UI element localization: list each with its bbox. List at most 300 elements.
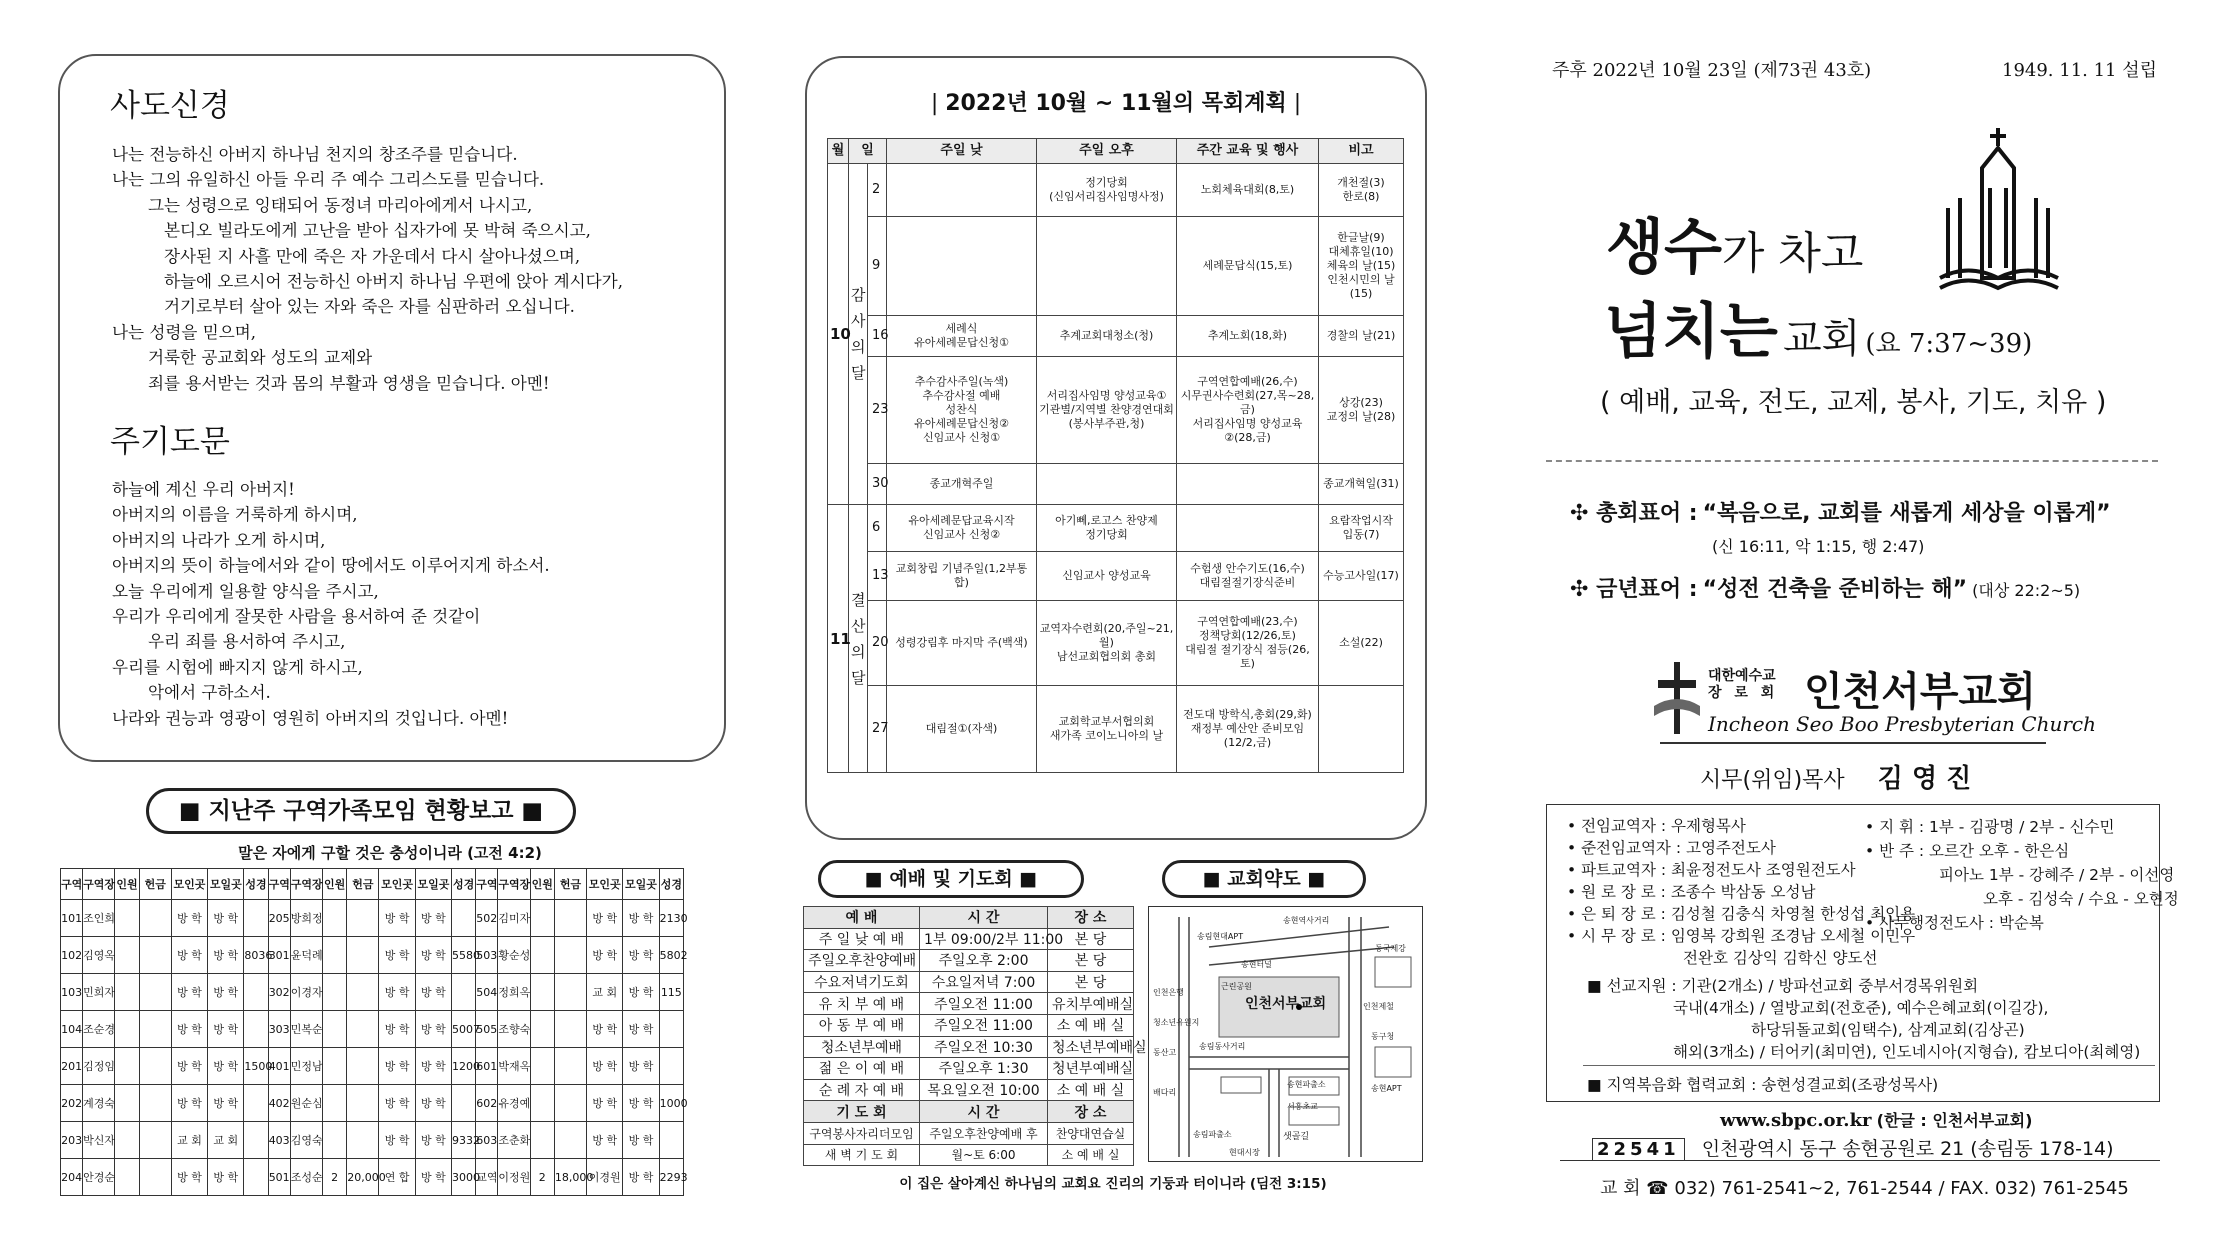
plan-cell-b: 추계교회대청소(청): [1037, 316, 1177, 357]
map-label: 송현APT: [1371, 1084, 1402, 1093]
divider: [1546, 460, 2158, 462]
district-header-cell: 구역: [268, 869, 290, 900]
plan-cell-a: 세례식 유아세례문답신청①: [887, 316, 1037, 357]
district-cell: [347, 1011, 379, 1048]
district-cell: 조춘화: [498, 1122, 530, 1159]
plan-cell-c: 노회체육대회(8,토): [1177, 164, 1319, 217]
district-cell: [659, 1122, 683, 1159]
prayer-line: 우리 죄를 용서하여 주시고,: [148, 632, 346, 652]
district-cell: [323, 1122, 347, 1159]
district-cell: 101: [61, 900, 83, 937]
district-cell: 방 학: [415, 900, 451, 937]
district-cell: [244, 1085, 268, 1122]
district-cell: 방 학: [415, 1122, 451, 1159]
plan-cell-day: 9: [868, 217, 887, 316]
website-kr: (한글 : 인천서부교회): [1876, 1111, 2033, 1130]
plan-cell-d: 개천절(3) 한로(8): [1319, 164, 1404, 217]
district-cell: 방 학: [208, 974, 244, 1011]
zip-code: 22541: [1592, 1138, 1685, 1161]
district-cell: 방희정: [290, 900, 322, 937]
prayer-line: 아버지의 나라가 오게 하시며,: [112, 530, 326, 550]
district-cell: 박신자: [83, 1122, 115, 1159]
denom-line: 장 로 회: [1708, 685, 1779, 701]
district-cell: 방 학: [415, 937, 451, 974]
district-header-cell: 구역장: [290, 869, 322, 900]
staff-line: • 반 주 : 오르간 오후 - 한은심: [1865, 842, 2070, 860]
map-label: 송현터널: [1241, 960, 1272, 969]
district-report-title: ■ 지난주 구역가족모임 현황보고 ■: [146, 788, 576, 834]
map-block: [1221, 1077, 1261, 1093]
district-cell: 방 학: [171, 1159, 207, 1196]
district-cell: [244, 974, 268, 1011]
district-cell: 방 학: [379, 974, 415, 1011]
district-cell: 방 학: [415, 1085, 451, 1122]
prayer-text: [112, 477, 550, 731]
district-cell: 202: [61, 1085, 83, 1122]
district-cell: [115, 1085, 139, 1122]
staff-line: • 사무행정전도사 : 박순복: [1865, 914, 2044, 932]
district-row: [61, 974, 684, 1011]
map-label: 동구청: [1371, 1032, 1395, 1041]
map-label: 청소년유원지: [1153, 1018, 1200, 1027]
district-cell: 1200: [452, 1048, 476, 1085]
district-cell: 김영옥: [83, 937, 115, 974]
staff-line: • 은 퇴 장 로 : 김성철 김충식 차영철 한성섭 최인용: [1567, 905, 1916, 923]
district-cell: 방 학: [587, 1048, 623, 1085]
mission-line: ■ 선교지원 : 기관(2개소) / 방파선교회 중부서경목위원회: [1587, 977, 1979, 995]
district-cell: 2: [530, 1159, 554, 1196]
creed-text: [112, 142, 623, 396]
district-cell: [452, 1085, 476, 1122]
plan-title-text: 2022년 10월 ~ 11월의 목회계획: [945, 91, 1287, 116]
district-cell: 방 학: [415, 1159, 451, 1196]
theme-char: 산: [851, 616, 866, 635]
district-cell: [530, 1048, 554, 1085]
worship-cell: 새 벽 기 도 회: [804, 1144, 920, 1166]
plan-cell-day: 30: [868, 464, 887, 505]
mission-line: 국내(4개소) / 열방교회(전호준), 예수은혜교회(이길강),: [1673, 999, 2049, 1017]
district-cell: 301: [268, 937, 290, 974]
district-cell: 2: [323, 1159, 347, 1196]
district-cell: 방 학: [208, 1085, 244, 1122]
plan-row: [828, 464, 1404, 505]
website-url[interactable]: www.sbpc.or.kr: [1720, 1110, 1872, 1131]
plan-row: [828, 316, 1404, 357]
prayer-line: 우리를 시험에 빠지지 않게 하시고,: [112, 657, 363, 677]
district-cell: [115, 1159, 139, 1196]
worship-cell: 1부 09:00/2부 11:00: [920, 928, 1048, 950]
district-header-cell: 인원: [530, 869, 554, 900]
worship-cell: 소 예 배 실: [1048, 1144, 1134, 1166]
phone-fax: 교 회 ☎ 032) 761-2541~2, 761-2544 / FAX. 032) 761-2545: [1600, 1178, 2129, 1199]
district-cell: [323, 937, 347, 974]
prayer-line: 하늘에 계신 우리 아버지!: [112, 480, 295, 499]
plan-month: 11: [828, 505, 849, 773]
district-cell: [554, 1011, 586, 1048]
plan-cell-a: 성령강림후 마지막 주(백색): [887, 601, 1037, 686]
plan-cell-b: [1037, 464, 1177, 505]
district-cell: 조인희: [83, 900, 115, 937]
map-label: 근린공원: [1221, 982, 1252, 991]
district-header-cell: 구역장: [498, 869, 530, 900]
district-header-cell: 구역장: [83, 869, 115, 900]
plan-cell-d: 경찰의 날(21): [1319, 316, 1404, 357]
slogan-word: 넘치는: [1604, 297, 1778, 367]
map-church-label: 인천서부교회: [1245, 996, 1327, 1012]
district-header-cell: 인원: [115, 869, 139, 900]
district-cell: 윤덕례: [290, 937, 322, 974]
district-cell: [244, 1011, 268, 1048]
district-cell: 방 학: [171, 900, 207, 937]
district-cell: 방 학: [171, 937, 207, 974]
district-verse: 말은 자에게 구할 것은 충성이니라 (고전 4:2): [238, 844, 542, 862]
district-cell: 방 학: [623, 1122, 659, 1159]
district-cell: [139, 1122, 171, 1159]
theme-char: 감: [851, 286, 866, 304]
district-header-cell: 모인곳: [171, 869, 207, 900]
worship-cell: 청소년부예배실: [1048, 1036, 1134, 1058]
district-cell: 방 학: [379, 1122, 415, 1159]
creed-line: 하늘에 오르시어 전능하신 아버지 하나님 우편에 앉아 계시다가,: [164, 271, 623, 291]
district-cell: 방 학: [379, 900, 415, 937]
district-cell: 유경예: [498, 1085, 530, 1122]
district-cell: [139, 1011, 171, 1048]
staff-left: [1567, 815, 1915, 969]
prayer-line: 우리가 우리에게 잘못한 사람을 용서하여 준 것같이: [112, 606, 481, 626]
worship-row: [804, 950, 1134, 972]
district-cell: 601: [476, 1048, 498, 1085]
district-cell: 505: [476, 1011, 498, 1048]
district-cell: [347, 1048, 379, 1085]
district-cell: [530, 974, 554, 1011]
district-cell: 방 학: [623, 1048, 659, 1085]
district-header-cell: 성경: [659, 869, 683, 900]
district-cell: [554, 900, 586, 937]
district-cell: [244, 1122, 268, 1159]
worship-header-cell: 예 배: [804, 907, 920, 929]
district-cell: 303: [268, 1011, 290, 1048]
district-cell: 방 학: [171, 974, 207, 1011]
plan-cell-d: [1319, 686, 1404, 773]
worship-cell: 유치부예배실: [1048, 993, 1134, 1015]
plan-cell-a: 유아세례문답교육시작 신임교사 신청②: [887, 505, 1037, 552]
plan-header-cell: 주일 낮: [887, 139, 1037, 164]
map-label: 현대시장: [1229, 1148, 1260, 1157]
district-table: [60, 868, 688, 1196]
plan-cell-b: 교역자수련회(20,주일~21,월) 남선교회협의회 총회: [1037, 601, 1177, 686]
district-cell: 안경순: [83, 1159, 115, 1196]
district-row: [61, 1011, 684, 1048]
district-cell: [323, 974, 347, 1011]
worship-table: [803, 906, 1147, 1166]
plan-header-cell: 주일 오후: [1037, 139, 1177, 164]
worship-footer-verse: 이 집은 살아계신 하나님의 교회요 진리의 기둥과 터이니라 (딤전 3:15): [899, 1176, 1327, 1192]
theme-char: 결: [851, 590, 866, 609]
district-cell: 조순경: [83, 1011, 115, 1048]
contact-rule: [1560, 1160, 2160, 1161]
district-header-cell: 모인곳: [379, 869, 415, 900]
plan-cell-d: 요람작업시작 입동(7): [1319, 505, 1404, 552]
district-cell: 방 학: [623, 1011, 659, 1048]
plan-header-cell: 일: [849, 139, 887, 164]
district-cell: [452, 900, 476, 937]
prayer-title: 주기도문: [110, 424, 230, 460]
district-cell: 5802: [659, 937, 683, 974]
district-cell: [347, 1085, 379, 1122]
worship-cell: 유 치 부 예 배: [804, 993, 920, 1015]
district-cell: 이정원: [498, 1159, 530, 1196]
district-cell: 교 회: [208, 1122, 244, 1159]
plan-cell-d: 종교개혁일(31): [1319, 464, 1404, 505]
map-title: ■ 교회약도 ■: [1162, 860, 1366, 898]
district-cell: 방 학: [208, 900, 244, 937]
district-cell: 방 학: [623, 974, 659, 1011]
district-header-cell: 헌금: [139, 869, 171, 900]
district-cell: [530, 1122, 554, 1159]
district-cell: [659, 1048, 683, 1085]
district-cell: 교역: [476, 1159, 498, 1196]
website: [1720, 1108, 2032, 1131]
district-cell: 방 학: [415, 1011, 451, 1048]
district-cell: 이경자: [290, 974, 322, 1011]
district-cell: [139, 1048, 171, 1085]
district-cell: 방 학: [623, 1159, 659, 1196]
district-cell: [530, 900, 554, 937]
plan-row: [828, 552, 1404, 601]
missions: [1587, 975, 2140, 1063]
plan-cell-day: 2: [868, 164, 887, 217]
worship-row: [804, 1036, 1134, 1058]
plan-cell-day: 20: [868, 601, 887, 686]
district-cell: 18,000: [554, 1159, 586, 1196]
worship-cell: 본 당: [1048, 928, 1134, 950]
worship-cell: 주일오전 10:30: [920, 1036, 1048, 1058]
creed-line: 장사된 지 사흘 만에 죽은 자 가운데서 다시 살아나셨으며,: [164, 246, 581, 266]
slogan-word: 교회: [1782, 316, 1861, 362]
district-cell: 방 학: [208, 1011, 244, 1048]
plan-title: [807, 86, 1425, 117]
prayer-line: 오늘 우리에게 일용할 양식을 주시고,: [112, 581, 379, 601]
worship-row: [804, 993, 1134, 1015]
map-label: 송림동사거리: [1199, 1042, 1246, 1051]
worship-cell: 주일오전 11:00: [920, 1014, 1048, 1036]
church-name: 인천서부교회: [1804, 669, 2036, 715]
worship-header-row: [804, 1101, 1134, 1123]
worship-cell: 아 동 부 예 배: [804, 1014, 920, 1036]
district-header-cell: 인원: [323, 869, 347, 900]
district-cell: 김정임: [83, 1048, 115, 1085]
worship-cell: 구역봉사자리더모임: [804, 1122, 920, 1144]
creed-line: 본디오 빌라도에게 고난을 받아 십자가에 못 박혀 죽으시고,: [164, 221, 591, 241]
motto-cross-icon: ✣: [1570, 501, 1597, 526]
worship-cell: 청소년부예배: [804, 1036, 920, 1058]
district-cell: 603: [476, 1122, 498, 1159]
theme-char: 달: [851, 668, 866, 687]
district-cell: [347, 900, 379, 937]
plan-header-cell: 비고: [1319, 139, 1404, 164]
staff-line: • 시 무 장 로 : 임영복 강희원 조경남 오세철 이민우: [1567, 927, 1916, 945]
district-cell: [244, 900, 268, 937]
staff-line: 전완호 김상익 김학신 양도선: [1683, 949, 1878, 967]
creed-line: 나는 전능하신 아버지 하나님 천지의 창조주를 믿습니다.: [112, 145, 518, 164]
slogan-word: 가 차고: [1721, 228, 1864, 279]
district-header-cell: 헌금: [554, 869, 586, 900]
staff-line: • 전임교역자 : 우제형목사: [1567, 817, 1746, 835]
creed-line: 그는 성령으로 잉태되어 동정녀 마리아에게서 나시고,: [148, 195, 533, 215]
district-cell: 5580: [452, 937, 476, 974]
title-bar-left: |: [930, 91, 946, 116]
prayer-line: 아버지의 뜻이 하늘에서와 같이 땅에서도 이루어지게 하소서.: [112, 556, 550, 576]
district-cell: [554, 1048, 586, 1085]
map-label: 동산고: [1153, 1048, 1177, 1057]
district-cell: [452, 974, 476, 1011]
worship-cell: 주 일 낮 예 배: [804, 928, 920, 950]
plan-cell-c: 세례문답식(15,토): [1177, 217, 1319, 316]
staff-line: 오후 - 김성숙 / 수요 - 오현정: [1983, 890, 2179, 908]
district-cell: [554, 1085, 586, 1122]
district-cell: [530, 1085, 554, 1122]
slogan-line1: [1606, 200, 1863, 286]
motto-2: [1570, 572, 2080, 603]
plan-header-cell: 주간 교육 및 행사: [1177, 139, 1319, 164]
district-cell: 5007: [452, 1011, 476, 1048]
district-cell: [659, 1011, 683, 1048]
map-label: 송림파출소: [1193, 1130, 1232, 1139]
motto-1: [1570, 496, 2111, 527]
district-row: [61, 1048, 684, 1085]
pastor-label: 시무(위임)목사: [1700, 768, 1845, 793]
worship-header-cell: 장 소: [1048, 907, 1134, 929]
district-row: [61, 1159, 684, 1196]
map-label: 배다리: [1153, 1088, 1177, 1097]
district-cell: [139, 974, 171, 1011]
district-cell: [115, 1048, 139, 1085]
theme-char: 의: [851, 642, 866, 661]
plan-cell-a: [887, 217, 1037, 316]
district-cell: [323, 1011, 347, 1048]
worship-row: [804, 1058, 1134, 1080]
prayer-line: 악에서 구하소서.: [148, 683, 271, 703]
core-values: ( 예배, 교육, 전도, 교제, 봉사, 기도, 치유 ): [1600, 387, 2107, 418]
district-header-cell: 헌금: [347, 869, 379, 900]
plan-cell-c: [1177, 464, 1319, 505]
district-cell: 방 학: [587, 1122, 623, 1159]
worship-cell: 순 례 자 예 배: [804, 1079, 920, 1101]
issue-date: 주후 2022년 10월 23일 (제73권 43호): [1552, 60, 1872, 81]
district-row: [61, 937, 684, 974]
plan-row: [828, 505, 1404, 552]
theme-char: 사: [851, 312, 866, 330]
motto-label: 금년표어 :: [1596, 577, 1698, 602]
map-label: 송현역사거리: [1283, 916, 1330, 925]
district-cell: 방 학: [415, 1048, 451, 1085]
creed-line: 거기로부터 살아 있는 자와 죽은 자를 심판하러 오십니다.: [164, 297, 575, 317]
district-cell: 102: [61, 937, 83, 974]
district-cell: 501: [268, 1159, 290, 1196]
title-bar-right: |: [1286, 91, 1302, 116]
mission-line: 해외(3개소) / 터어키(최미연), 인도네시아(지형습), 캄보디아(최혜영): [1673, 1043, 2141, 1061]
creed-line: 나는 성령을 믿으며,: [112, 322, 257, 342]
plan-row: [828, 217, 1404, 316]
worship-title: ■ 예배 및 기도회 ■: [818, 860, 1084, 898]
district-cell: 방 학: [623, 1085, 659, 1122]
district-cell: 302: [268, 974, 290, 1011]
district-cell: [115, 1122, 139, 1159]
plan-cell-b: 신임교사 양성교육: [1037, 552, 1177, 601]
district-cell: 방 학: [171, 1085, 207, 1122]
district-cell: [139, 937, 171, 974]
district-cell: 1500: [244, 1048, 268, 1085]
creed-line: 나는 그의 유일하신 아들 우리 주 예수 그리스도를 믿습니다.: [112, 170, 545, 190]
district-cell: 방 학: [171, 1011, 207, 1048]
plan-cell-c: 구역연합예배(23,수) 정책당회(12/26,토) 대림절 절기장식 점등(26,토): [1177, 601, 1319, 686]
pastor-rule: [1660, 742, 2046, 744]
district-cell: [530, 1011, 554, 1048]
map-label: 인천제철: [1363, 1002, 1394, 1011]
district-cell: 8036: [244, 937, 268, 974]
district-header-cell: 성경: [452, 869, 476, 900]
plan-cell-day: 23: [868, 357, 887, 464]
map-label: 인천은행: [1153, 988, 1184, 997]
map-block: [1375, 957, 1411, 987]
map-label: 동국제강: [1375, 944, 1406, 953]
district-cell: 연 합: [379, 1159, 415, 1196]
plan-cell-a: 종교개혁주일: [887, 464, 1037, 505]
district-cell: 203: [61, 1122, 83, 1159]
district-cell: 방 학: [171, 1048, 207, 1085]
district-cell: [244, 1159, 268, 1196]
plan-month: 10: [828, 164, 849, 505]
motto-label: 총회표어 :: [1596, 501, 1698, 526]
district-cell: 방 학: [623, 900, 659, 937]
plan-cell-day: 16: [868, 316, 887, 357]
worship-header-cell: 기 도 회: [804, 1101, 920, 1123]
plan-month-theme: [849, 505, 868, 773]
district-cell: 2130: [659, 900, 683, 937]
senior-pastor: [1700, 758, 1971, 795]
map-label: 송현파출소: [1287, 1080, 1326, 1089]
plan-cell-c: 수험생 안수기도(16,수) 대림절절기장식준비: [1177, 552, 1319, 601]
plan-cell-b: 정기당회 (신임서리집사임명사정): [1037, 164, 1177, 217]
worship-row: [804, 1014, 1134, 1036]
district-cell: 민희자: [83, 974, 115, 1011]
map-label: 송림현대APT: [1197, 932, 1244, 941]
plan-cell-a: 대림절①(자색): [887, 686, 1037, 773]
district-cell: [554, 937, 586, 974]
district-cell: 김미자: [498, 900, 530, 937]
plan-cell-a: [887, 164, 1037, 217]
district-cell: 방 학: [587, 1011, 623, 1048]
district-cell: 방 학: [415, 974, 451, 1011]
district-cell: 402: [268, 1085, 290, 1122]
plan-cell-a: 교회창립 기념주일(1,2부통합): [887, 552, 1037, 601]
district-cell: 민정남: [290, 1048, 322, 1085]
worship-cell: 수요일저녁 7:00: [920, 971, 1048, 993]
staff-line: • 지 휘 : 1부 - 김광명 / 2부 - 신수민: [1865, 818, 2115, 836]
staff-line: 피아노 1부 - 강혜주 / 2부 - 이선영: [1939, 866, 2175, 884]
creed-line: 죄를 용서받는 것과 몸의 부활과 영생을 믿습니다. 아멘!: [148, 373, 550, 393]
district-cell: 115: [659, 974, 683, 1011]
plan-row: [828, 164, 1404, 217]
staff-line: • 준전임교역자 : 고영주전도사: [1567, 839, 1776, 857]
district-cell: [323, 1048, 347, 1085]
worship-cell: 수요저녁기도회: [804, 971, 920, 993]
plan-cell-c: 구역연합예배(26,수) 시무권사수련회(27,목~28,금) 서리집사임명 양성교육②(28,금): [1177, 357, 1319, 464]
district-header-cell: 모일곳: [208, 869, 244, 900]
district-cell: 박재옥: [498, 1048, 530, 1085]
staff-line: • 원 로 장 로 : 조종수 박삼동 오성남: [1567, 883, 1816, 901]
plan-cell-b: [1037, 217, 1177, 316]
